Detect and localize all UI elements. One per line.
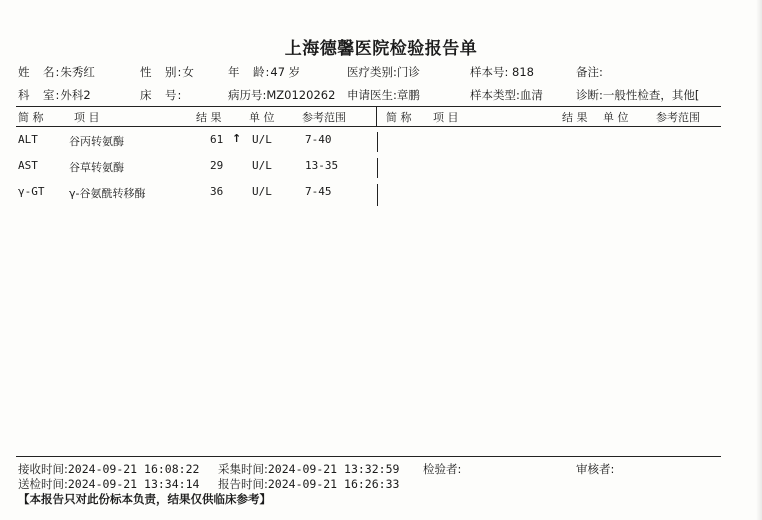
sent-time-field [18, 476, 199, 492]
header-unit-right: 单 位 [603, 111, 629, 124]
scan-edge-shadow [756, 0, 762, 520]
medical-category-value: 门诊 [396, 65, 420, 79]
diagnosis-field [576, 87, 758, 103]
received-time-label: 接收时间: [18, 462, 68, 476]
row-abbr: γ-GT [18, 185, 45, 198]
inspector-label: 检验者: [423, 462, 462, 476]
medical-record-field [228, 87, 335, 103]
inspector-field [423, 461, 461, 477]
high-flag-arrow-icon: ↑ [232, 132, 242, 145]
patient-sex-value: 女 [182, 65, 194, 79]
row-abbr: ALT [18, 133, 38, 146]
medical-category-field [347, 64, 420, 80]
patient-sex-label: 性 别: [140, 65, 183, 79]
remark-label: 备注: [576, 65, 603, 79]
header-unit-left: 单 位 [249, 111, 275, 124]
diagnosis-label: 诊断: [576, 88, 603, 102]
row-range: 13-35 [305, 159, 339, 172]
row-range: 7-40 [305, 133, 332, 146]
department-value: 外科2 [60, 88, 91, 102]
patient-age-value: 47 岁 [270, 65, 301, 79]
table-header-rule [16, 126, 721, 127]
sent-time-value: 2024-09-21 13:34:14 [67, 477, 200, 491]
report-time-label: 报告时间: [218, 477, 268, 491]
collected-time-field [218, 461, 399, 477]
row-abbr: AST [18, 159, 38, 172]
header-abbr-left: 简 称 [18, 111, 44, 124]
medical-record-value: MZ0120262 [266, 88, 336, 102]
header-abbr-right: 简 称 [386, 111, 412, 124]
table-top-rule [16, 106, 721, 107]
sample-number-value: 818 [512, 65, 534, 79]
received-time-value: 2024-09-21 16:08:22 [67, 462, 200, 476]
header-item-right: 项 目 [433, 111, 459, 124]
collected-time-label: 采集时间: [218, 462, 268, 476]
collected-time-value: 2024-09-21 13:32:59 [267, 462, 400, 476]
header-range-right: 参考范围 [656, 111, 700, 124]
remark-field [576, 64, 603, 80]
patient-name-value: 朱秀红 [60, 65, 95, 79]
requesting-doctor-label: 申请医生: [347, 88, 397, 102]
bed-number-label: 床 号: [140, 88, 183, 102]
report-title: 上海德馨医院检验报告单 [284, 39, 478, 59]
department-field [18, 87, 91, 103]
row-item-name: 谷草转氨酶 [69, 161, 124, 174]
diagnosis-value: 一般性检查，其他[ [602, 88, 700, 102]
header-range-left: 参考范围 [302, 111, 346, 124]
patient-sex-field [140, 64, 194, 80]
sample-number-field [470, 64, 534, 80]
row-result: 29 [210, 159, 224, 172]
patient-name-label: 姓 名: [18, 65, 61, 79]
row-divider-tick [377, 184, 378, 206]
row-item-name: 谷丙转氨酶 [69, 135, 124, 148]
header-column-divider [376, 107, 377, 126]
sample-type-value: 血清 [519, 88, 543, 102]
header-item-left: 项 目 [74, 111, 100, 124]
row-divider-tick [377, 158, 378, 178]
header-result-left: 结 果 [196, 111, 222, 124]
row-unit: U/L [252, 185, 272, 198]
row-item-name: γ-谷氨酰转移酶 [69, 187, 146, 200]
reviewer-field [576, 461, 614, 477]
row-divider-tick [377, 132, 378, 152]
patient-age-field [228, 64, 300, 80]
row-result: 36 [210, 185, 224, 198]
patient-age-label: 年 龄: [228, 65, 271, 79]
row-unit: U/L [252, 159, 272, 172]
department-label: 科 室: [18, 88, 61, 102]
requesting-doctor-value: 章鹏 [396, 88, 420, 102]
medical-category-label: 医疗类别: [347, 65, 397, 79]
requesting-doctor-field [347, 87, 420, 103]
medical-record-label: 病历号: [228, 88, 267, 102]
sample-number-label: 样本号: [470, 65, 509, 79]
row-result: 61 [210, 133, 224, 146]
received-time-field [18, 461, 199, 477]
report-time-field [218, 476, 399, 492]
footer-top-rule [16, 456, 721, 457]
header-result-right: 结 果 [562, 111, 588, 124]
row-unit: U/L [252, 133, 272, 146]
sample-type-label: 样本类型: [470, 88, 520, 102]
bed-number-field [140, 87, 182, 103]
patient-name-field [18, 64, 95, 80]
sent-time-label: 送检时间: [18, 477, 68, 491]
report-time-value: 2024-09-21 16:26:33 [267, 477, 400, 491]
sample-type-field [470, 87, 543, 103]
row-range: 7-45 [305, 185, 332, 198]
reviewer-label: 审核者: [576, 462, 615, 476]
disclaimer-note: 【本报告只对此份标本负责，结果仅供临床参考】 [18, 492, 271, 506]
